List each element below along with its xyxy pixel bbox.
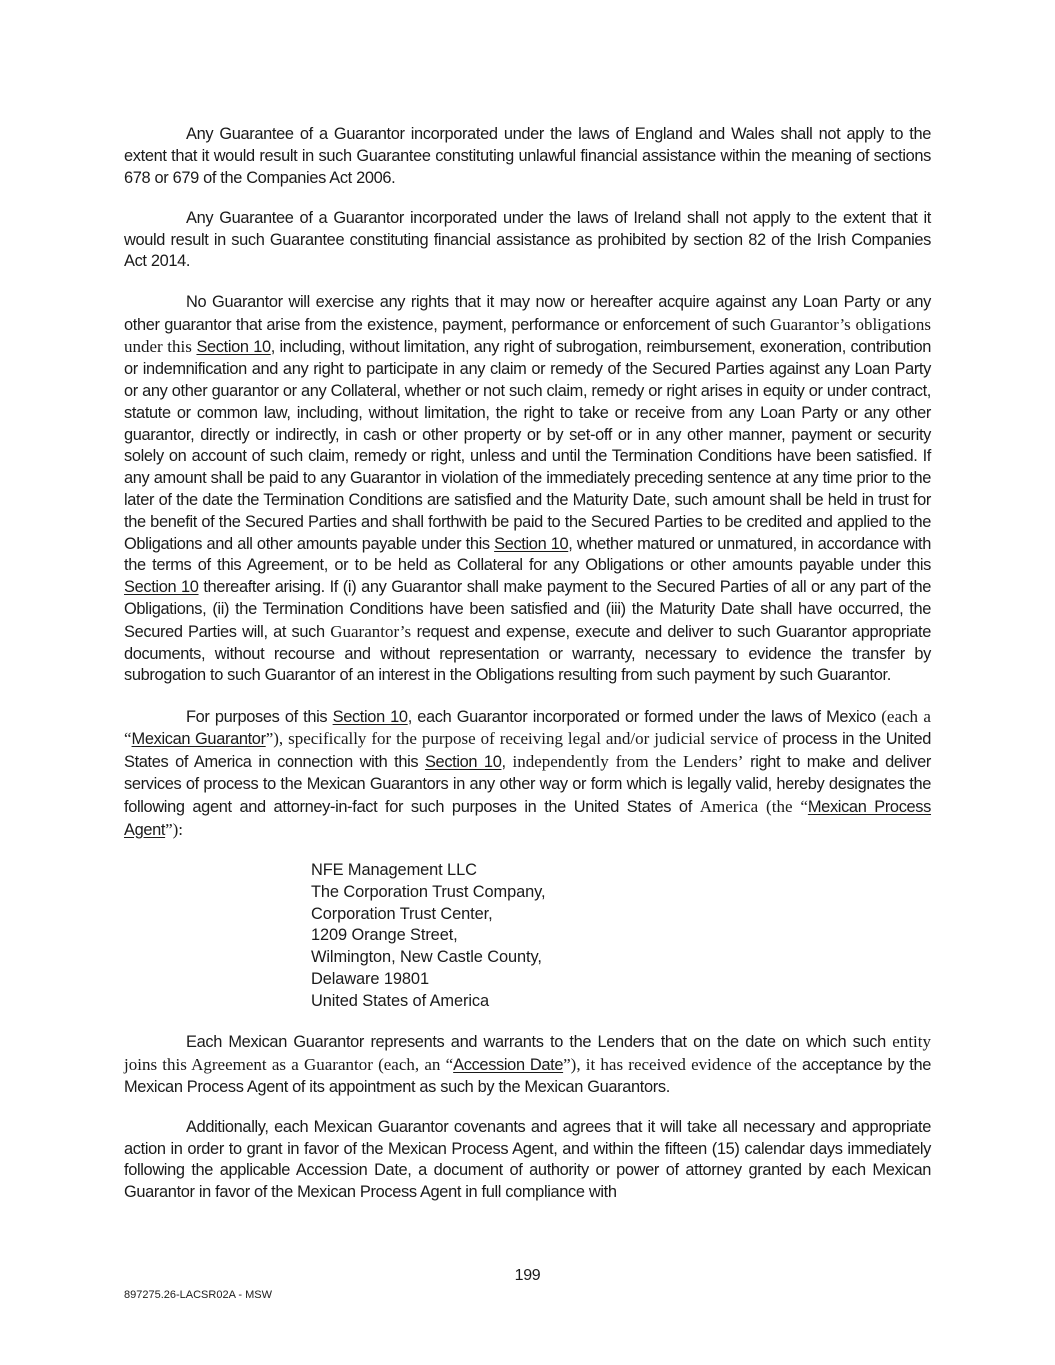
text-segment: entity joins this Agreement as a Guarantor (each, an “ (124, 1031, 931, 1074)
text-segment: , including, without limitation, any right of subrogation, reimbursement, exoneration, contribution or indemnification and any right to participate in any claim or remedy of the Secured Parties against any Loan Party or any other guarantor or any Collateral, whether or not such claim, remedy or right arises in equity or under contract, statute or common law, including, without limitation, the right to take or receive from any Loan Party or any other guarantor, directly or indirectly, in cash or other property or by set-off or in any other manner, payment or security solely on account of such claim, remedy or right, unless and until the Termination Conditions have been satisfied. If any amount shall be paid to any Guarantor in violation of the immediately preceding sentence at any time prior to the later of the date the Termination Conditions are satisfied and the Maturity Date, such amount shall be held in trust for the benefit of the Secured Parties and shall forthwith be paid to the Secured Parties to be credited and applied to the Obligations and all other amounts payable under this (124, 338, 931, 553)
document-page (124, 124, 931, 1223)
section-reference: Section 10 (494, 534, 569, 553)
text-segment: ”): (165, 819, 184, 839)
text-segment: independently from the Lenders’ (505, 752, 744, 772)
paragraph-power-of-attorney: Additionally, each Mexican Guarantor covenants and agrees that it will take all necessary and appropriate action in order to grant in favor of the Mexican Process Agent, and within the fifteen (15) calendar days immediately following the applicable Accession Date, a document of authority or power of attorney granted by each Mexican Guarantor in favor of the Mexican Process Agent in full compliance with (124, 1117, 931, 1202)
address-line: United States of America (311, 991, 489, 1010)
paragraph-mexican-process-agent (124, 706, 931, 842)
text-segment: For purposes of this (186, 707, 333, 726)
address-line: Wilmington, New Castle County, (311, 948, 542, 967)
text-segment: Guarantor’s obligations under this (124, 314, 932, 357)
paragraph-accession-date (124, 1031, 931, 1098)
address-line: Corporation Trust Center, (311, 904, 493, 923)
paragraph-subrogation-waiver (124, 292, 931, 687)
section-reference: Section 10 (332, 707, 408, 726)
address-line: The Corporation Trust Company, (311, 882, 546, 901)
section-reference: Section 10 (424, 753, 502, 772)
text-segment: ”), it has received evidence of the (563, 1054, 797, 1074)
text-segment: request and expense, execute and deliver to such Guarantor appropriate documents, without recourse and without representation or warranty, necessary to evidence the transfer by subrogation to such Guarantor of an interest in the Obligations resulting from such payment by such Guarantor. (124, 622, 931, 685)
process-agent-address (311, 860, 931, 1013)
text-segment: , whether matured or unmatured, in accordance with the terms of this Agreement, or to be held as Collateral for any Obligations or other amounts payable under this (124, 534, 931, 575)
defined-term-mexican-process-agent: Mexican Process Agent (124, 797, 932, 839)
document-id: 897275.26-LACSR02A - MSW (124, 1289, 272, 1301)
text-segment: Each Mexican Guarantor represents and warrants to the Lenders that on the date on which such (186, 1032, 893, 1051)
section-reference: Section 10 (124, 578, 199, 597)
page-number: 199 (514, 1267, 541, 1284)
defined-term-accession-date: Accession Date (453, 1055, 564, 1074)
text-segment: , (501, 753, 506, 772)
address-line: Delaware 19801 (311, 969, 429, 988)
text-segment: America (the “ (699, 796, 808, 816)
text-segment: thereafter arising. If (i) any Guarantor shall make payment to the Secured Parties of all or any part of the Obligations, (ii) the Termination Conditions have been satisfied and (iii) the Maturity Date shall have occurred, the Secured Parties will, at such (124, 578, 931, 641)
text-segment: (each a “ (124, 706, 931, 749)
text-segment: , each Guarantor incorporated or formed under the laws of Mexico (407, 707, 882, 726)
text-segment: right to make and deliver services of process to the Mexican Guarantors in any other way or form which is legally valid, hereby designates the following agent and attorney-in-fact for such purposes in the United States of (124, 753, 931, 816)
defined-term-mexican-guarantor: Mexican Guarantor (131, 730, 266, 749)
text-segment: Guarantor’s (330, 621, 412, 641)
text-segment: ”), specifically for the purpose of receiving legal and/or judicial service of (265, 729, 778, 749)
text-segment: process in the United States of America in connection with this (124, 730, 931, 772)
section-reference: Section 10 (196, 338, 271, 357)
address-line: NFE Management LLC (311, 860, 477, 879)
text-segment: acceptance by the Mexican Process Agent of its appointment as such by the Mexican Guarantors. (124, 1055, 932, 1096)
address-line: 1209 Orange Street, (311, 926, 458, 945)
paragraph-ireland: Any Guarantee of a Guarantor incorporated under the laws of Ireland shall not apply to the extent that it would result in such Guarantee constituting financial assistance as prohibited by section 82 of the Irish Companies Act 2014. (124, 208, 931, 271)
text-segment: No Guarantor will exercise any rights that it may now or hereafter acquire against any Loan Party or any other guarantor that arise from the existence, payment, performance or enforcement of such (124, 292, 931, 334)
paragraph-england-wales: Any Guarantee of a Guarantor incorporated under the laws of England and Wales shall not apply to the extent that it would result in such Guarantee constituting unlawful financial assistance within the meaning of sections 678 or 679 of the Companies Act 2006. (124, 125, 931, 187)
